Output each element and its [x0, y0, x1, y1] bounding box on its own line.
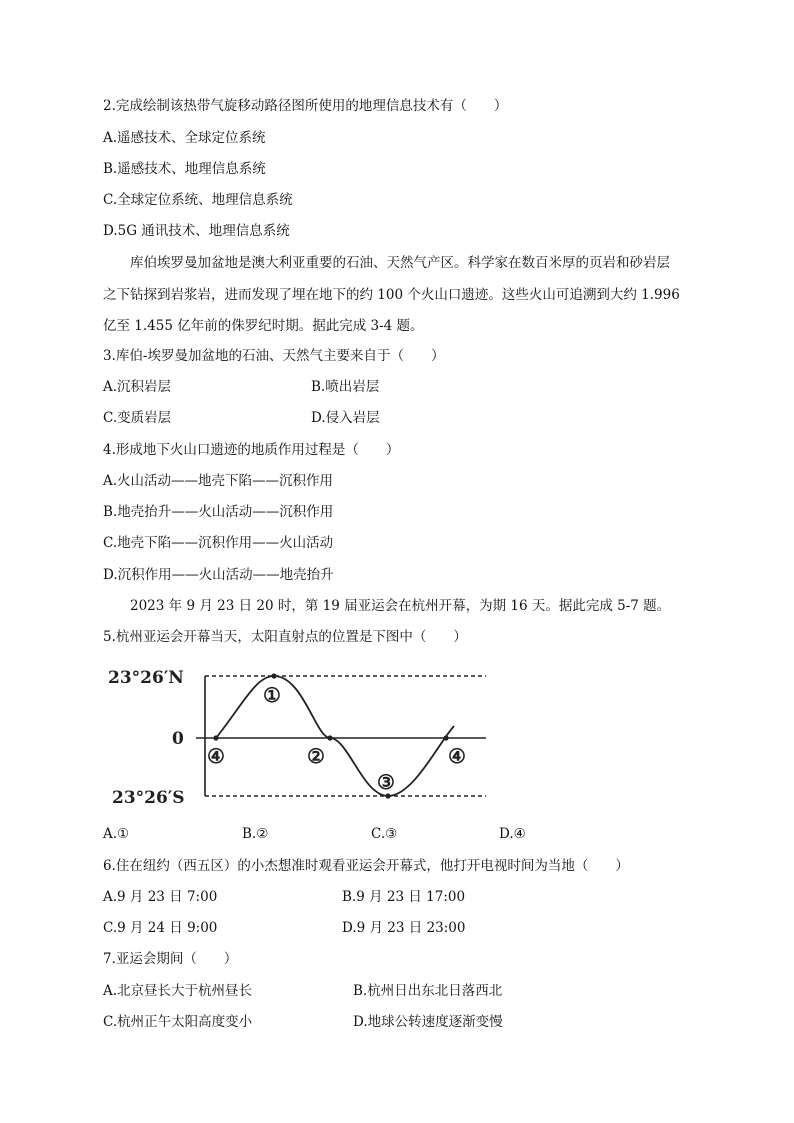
passage-3-4-line-1: 库伯埃罗曼加盆地是澳大利亚重要的石油、天然气产区。科学家在数百米厚的页岩和砂岩层: [130, 255, 670, 271]
q5-stem: 5.杭州亚运会开幕当天，太阳直射点的位置是下图中（ ）: [103, 629, 467, 645]
q5-option-a: A.①: [103, 826, 130, 842]
q7-option-d: D.地球公转速度逐渐变慢: [353, 1014, 503, 1030]
q6-option-d: D.9 月 23 日 23:00: [342, 920, 466, 936]
point-dot: [443, 735, 448, 740]
q6-stem: 6.住在纽约（西五区）的小杰想准时观看亚运会开幕式，他打开电视时间为当地（ ）: [103, 858, 629, 874]
q4-option-d: D.沉积作用——火山活动——地壳抬升: [103, 567, 334, 583]
q6-option-b: B.9 月 23 日 17:00: [342, 889, 466, 905]
passage-3-4-line-2: 之下钻探到岩浆岩，进而发现了埋在地下的约 100 个火山口遗迹。这些火山可追溯到大约 1.996: [103, 287, 680, 303]
passage-5-7: 2023 年 9 月 23 日 20 时，第 19 届亚运会在杭州开幕，为期 16 天。据此完成 5-7 题。: [130, 598, 671, 614]
label-north: 23°26′N: [108, 668, 184, 688]
point-label-3: ③: [377, 770, 395, 794]
q7-option-a: A.北京昼长大于杭州昼长: [103, 983, 253, 999]
q3-stem: 3.库伯-埃罗曼加盆地的石油、天然气主要来自于（ ）: [103, 348, 445, 364]
q7-option-b: B.杭州日出东北日落西北: [353, 983, 503, 999]
q5-option-d: D.④: [499, 826, 526, 842]
q4-option-a: A.火山活动——地壳下陷——沉积作用: [103, 473, 334, 489]
q3-option-d: D.侵入岩层: [311, 410, 380, 426]
q2-option-a: A.遥感技术、全球定位系统: [103, 130, 266, 146]
q4-stem: 4.形成地下火山口遗迹的地质作用过程是（ ）: [103, 442, 400, 458]
label-zero: 0: [172, 729, 184, 749]
q3-option-c: C.变质岩层: [103, 410, 172, 426]
q2-option-c: C.全球定位系统、地理信息系统: [103, 192, 293, 208]
point-label-2: ②: [307, 744, 325, 768]
point-label-1: ①: [263, 683, 281, 707]
point-label-4-right: ④: [448, 744, 466, 768]
q6-option-a: A.9 月 23 日 7:00: [103, 889, 218, 905]
q2-stem: 2.完成绘制该热带气旋移动路径图所使用的地理信息技术有（ ）: [103, 98, 508, 114]
q2-option-d: D.5G 通讯技术、地理信息系统: [103, 223, 290, 239]
passage-3-4-line-3: 亿至 1.455 亿年前的侏罗纪时期。据此完成 3-4 题。: [103, 318, 424, 334]
q7-stem: 7.亚运会期间（ ）: [103, 951, 238, 967]
q4-option-c: C.地壳下陷——沉积作用——火山活动: [103, 535, 334, 551]
q5-option-b: B.②: [242, 826, 269, 842]
label-south: 23°26′S: [112, 788, 185, 808]
point-label-4-left: ④: [207, 744, 225, 768]
q7-option-c: C.杭州正午太阳高度变小: [103, 1014, 253, 1030]
point-dot: [327, 735, 332, 740]
q6-option-c: C.9 月 24 日 9:00: [103, 920, 218, 936]
q3-option-a: A.沉积岩层: [103, 379, 172, 395]
point-dot: [271, 673, 276, 678]
q3-option-b: B.喷出岩层: [311, 379, 380, 395]
subsolar-point-diagram: [108, 664, 498, 809]
subsolar-curve: [216, 676, 454, 796]
point-dot: [385, 793, 390, 798]
q2-option-b: B.遥感技术、地理信息系统: [103, 161, 266, 177]
q4-option-b: B.地壳抬升——火山活动——沉积作用: [103, 504, 334, 520]
q5-option-c: C.③: [371, 826, 398, 842]
point-dot: [213, 735, 218, 740]
